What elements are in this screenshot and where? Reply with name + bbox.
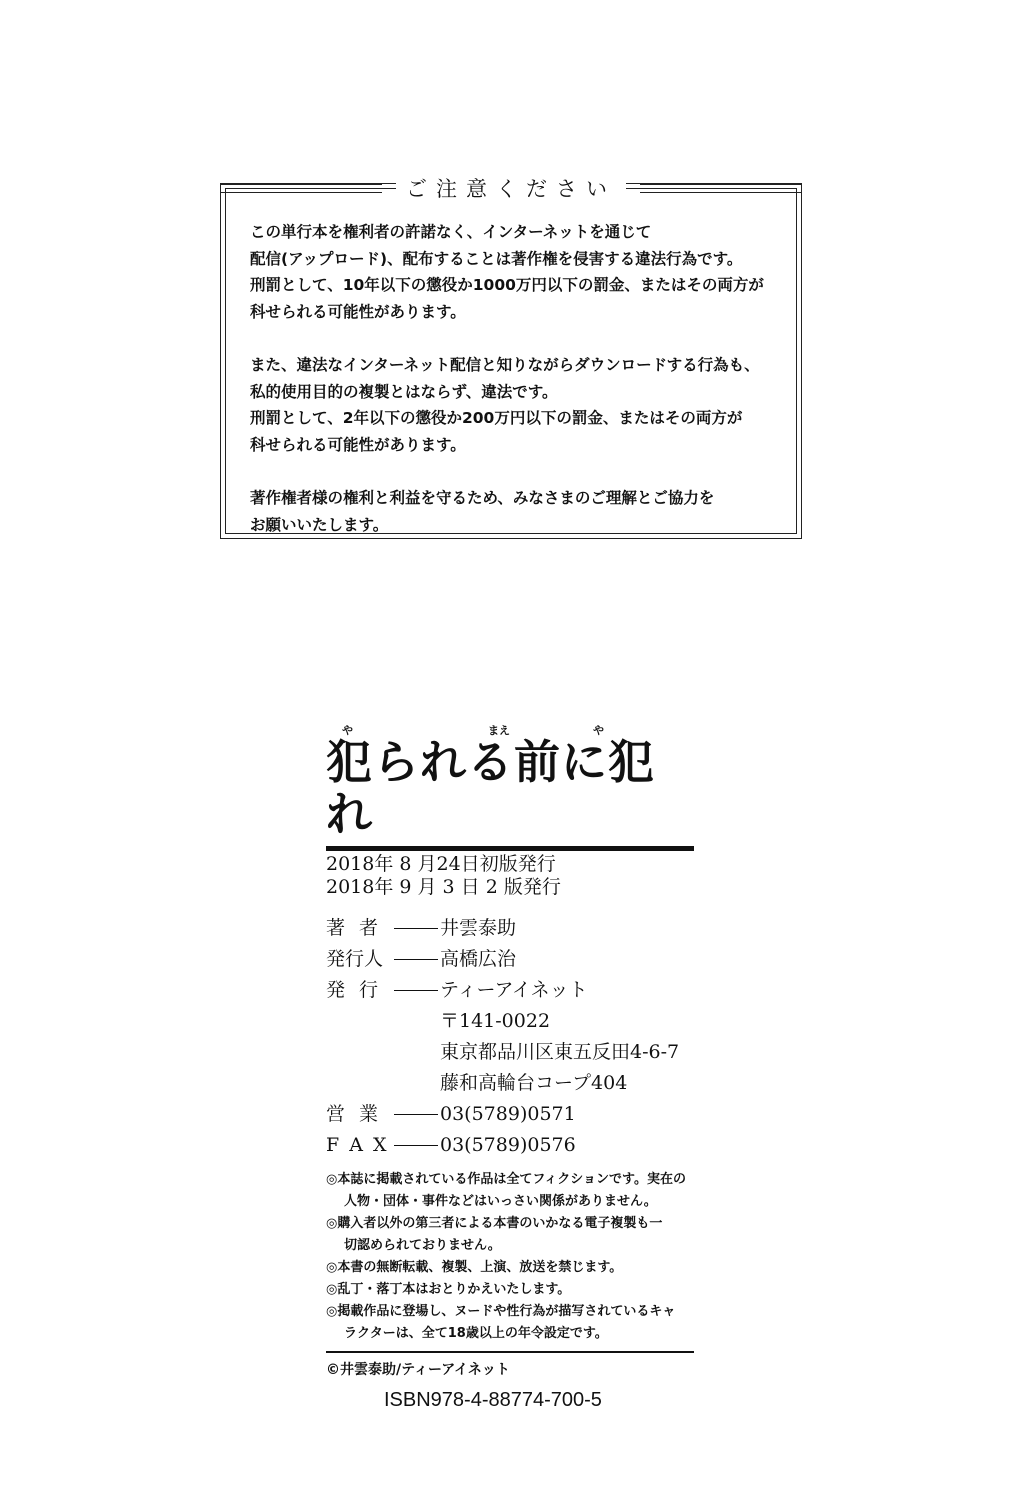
address-line-2: 藤和高輪台コープ404 [440,1072,628,1094]
ruby-ya-1: や [342,724,353,737]
edition-dates [326,853,696,899]
dash [394,990,438,1006]
dash [394,928,438,944]
notice-box [220,177,802,539]
sales-phone: 03(5789)0571 [440,1103,576,1125]
header-rule-right [640,184,801,193]
address-line-1: 東京都品川区東五反田4-6-7 [440,1041,680,1063]
fax-row [326,1130,696,1161]
note-3: ◎本書の無断転載、複製、上演、放送を禁じます。 [326,1260,623,1275]
publication-info [326,913,696,1161]
dash [394,1114,438,1130]
second-edition-date: 2018年 9 月 3 日 2 版発行 [326,876,561,898]
legal-notes [326,1169,696,1345]
publisher-person-row [326,944,696,975]
note-1-cont: 人物・団体・事件などはいっさい関係がありません。 [344,1194,657,1209]
ruby-mae: まえ [488,724,510,737]
fax-label: F A X [326,1134,389,1156]
notice-paragraph-2: また、違法なインターネット配信と知りながらダウンロードする行為も、 私的使用目的の複製とはならず、違法です。 刑罰として、2年以下の懲役か200万円以下の罰金、またはその両方が 科せられる可能性があります。 [250,356,760,454]
copyright: ©井雲泰助/ティーアイネット [326,1362,510,1378]
notice-inner-frame [225,177,797,534]
first-edition-date: 2018年 8 月24日初版発行 [326,853,556,875]
publisher-person-label: 発行人 [326,948,384,970]
notice-title: ご注意ください [396,173,626,203]
ruby-ya-2: や [593,724,604,737]
notice-paragraph-3: 著作権者様の権利と利益を守るため、みなさまのご理解とご協力を お願いいたします。 [250,489,715,534]
publisher-person-name: 高橋広治 [440,948,517,970]
note-2-cont: 切認められておりません。 [344,1238,501,1253]
notice-paragraph-1: この単行本を権利者の許諾なく、インターネットを通じて 配信(アップロード)、配布することは著作権を侵害する違法行為です。 刑罰として、10年以下の懲役か1000万円以下の罰金、またはその両方が 科せられる可能性があります。 [250,223,764,321]
book-title: 犯られる前に犯れ [326,735,655,841]
header-rule-left [221,184,382,193]
title-ruby [326,722,696,736]
dash [394,1145,438,1161]
dash [394,959,438,975]
author-name: 井雲泰助 [440,917,517,939]
note-4: ◎乱丁・落丁本はおとりかえいたします。 [326,1282,571,1297]
colophon [326,722,696,1412]
postal-code: 〒141-0022 [440,1010,551,1032]
publisher-name: ティーアイネット [440,979,588,1001]
fax-number: 03(5789)0576 [440,1134,576,1156]
publisher-row [326,975,696,1006]
publisher-label: 発 行 [326,979,383,1001]
title-rule [326,846,694,851]
sales-label: 営 業 [326,1103,383,1125]
footer-rule [326,1351,694,1353]
isbn: ISBN978-4-88774-700-5 [384,1389,602,1411]
note-2: ◎購入者以外の第三者による本書のいかなる電子複製も一 [326,1216,663,1231]
notice-header [226,173,796,203]
note-1: ◎本誌に掲載されている作品は全てフィクションです。実在の [326,1172,687,1187]
author-label: 著 者 [326,917,383,939]
note-5: ◎掲載作品に登場し、ヌードや性行為が描写されているキャ [326,1304,676,1319]
sales-row [326,1099,696,1130]
notice-body [250,219,786,565]
author-row [326,913,696,944]
note-5-cont: ラクターは、全て18歳以上の年令設定です。 [344,1326,608,1341]
